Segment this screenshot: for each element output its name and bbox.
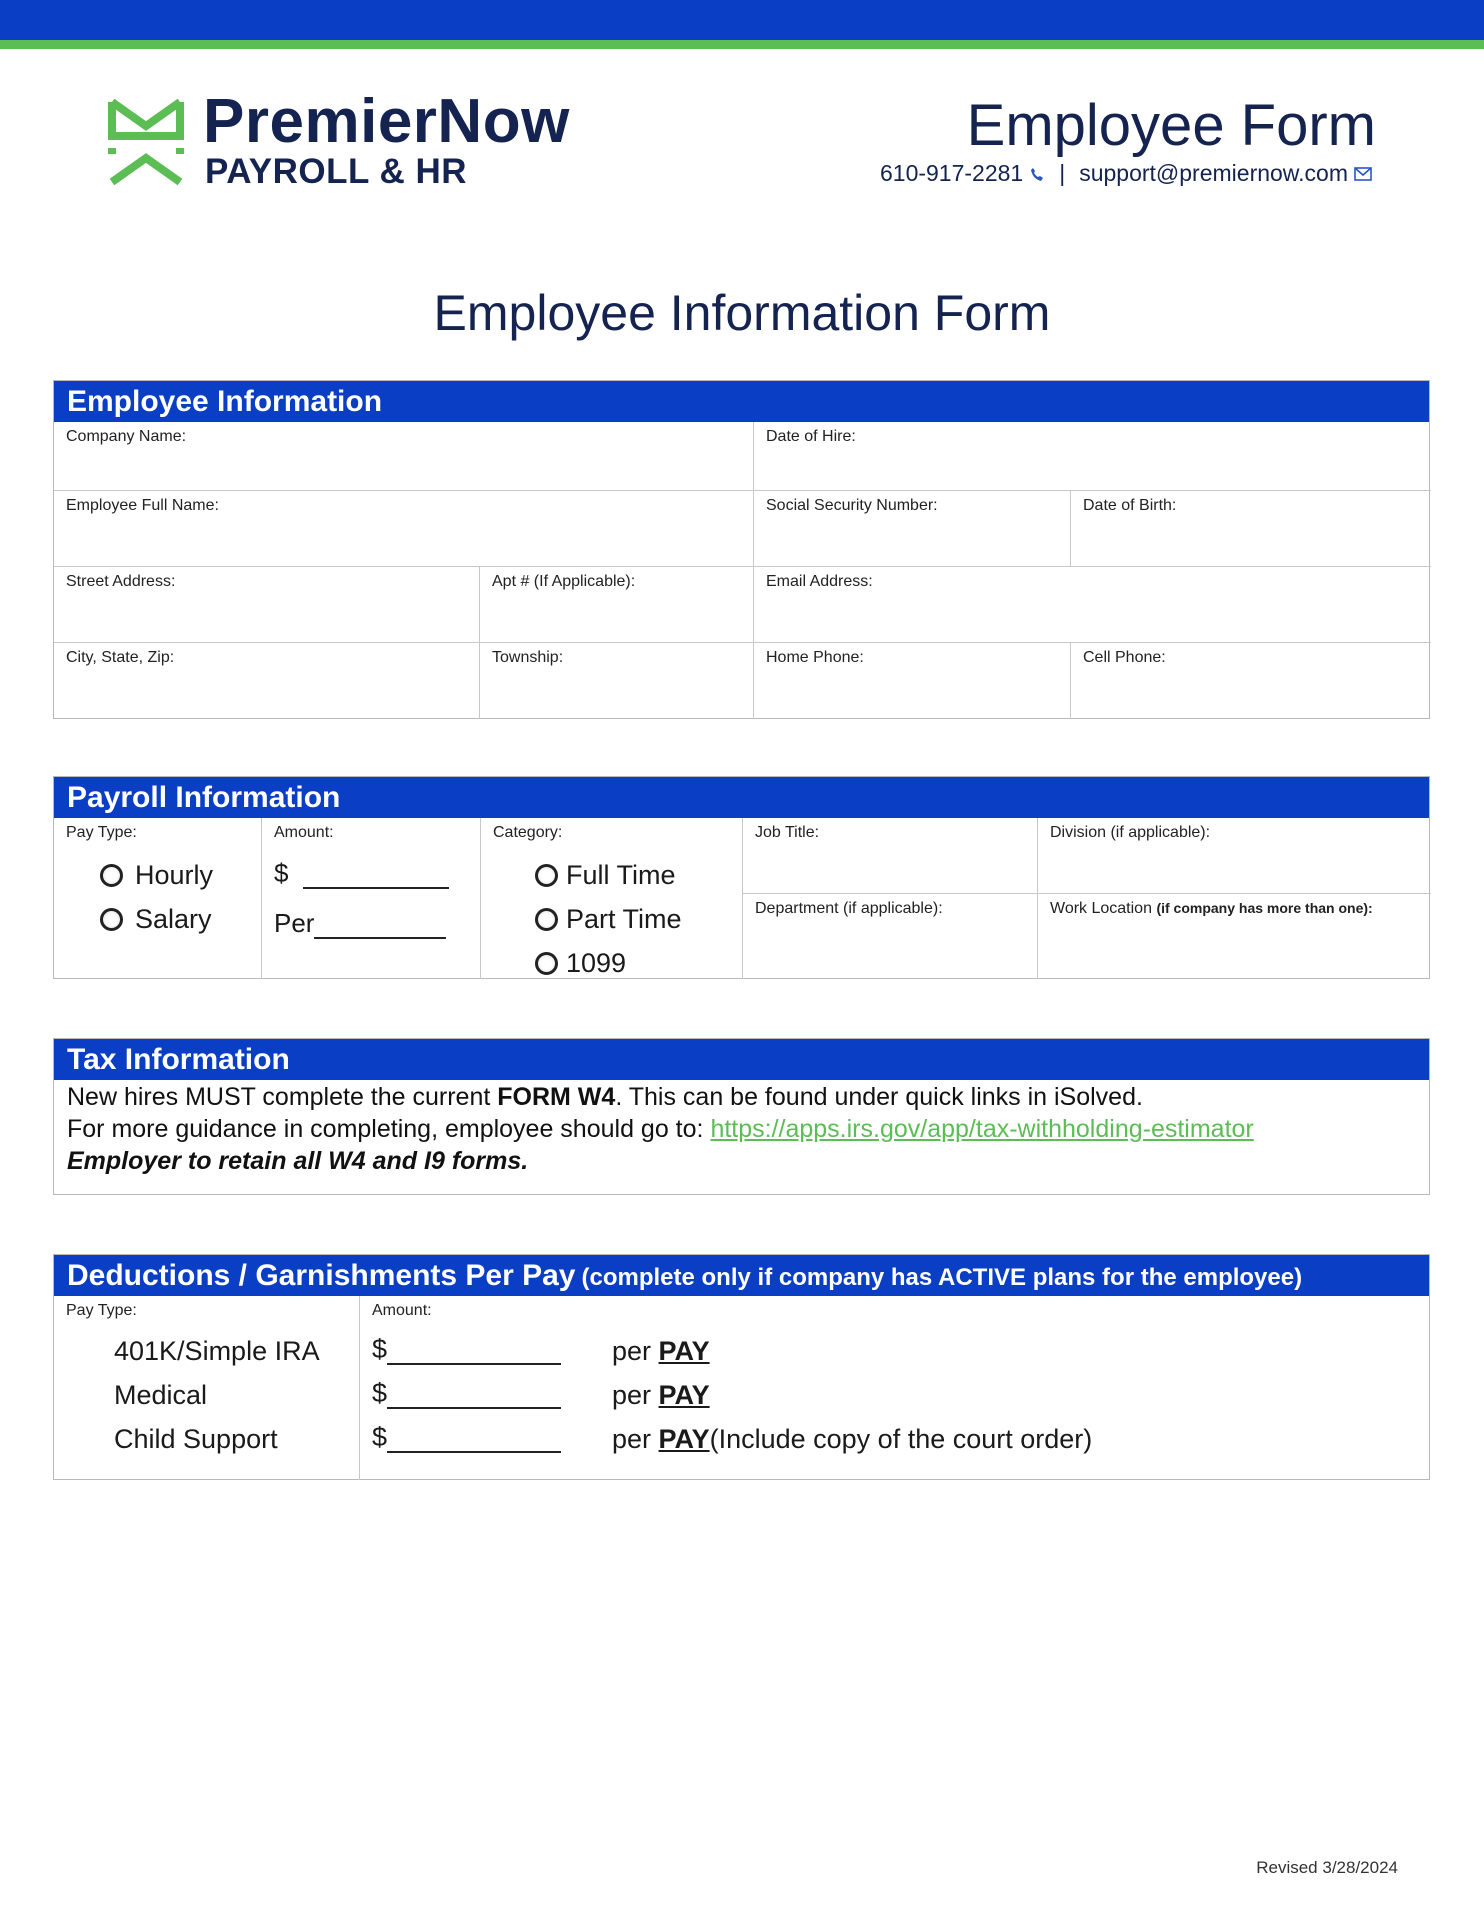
field-label: Pay Type: bbox=[66, 1302, 137, 1319]
field-label: Department (if applicable): bbox=[755, 900, 943, 917]
department-field[interactable] bbox=[743, 894, 1038, 979]
date-of-birth-field[interactable] bbox=[1071, 491, 1431, 567]
per-pay-text bbox=[612, 1380, 710, 1411]
date-of-hire-field[interactable] bbox=[754, 422, 1431, 491]
retain-forms-note: Employer to retain all W4 and I9 forms. bbox=[67, 1147, 529, 1175]
radio-label: Full Time bbox=[566, 860, 676, 890]
contact-separator: | bbox=[1059, 160, 1066, 186]
deduction-type-column bbox=[54, 1296, 360, 1480]
deductions-section bbox=[53, 1254, 1430, 1480]
support-email[interactable]: support@premiernow.com bbox=[1079, 160, 1348, 186]
payroll-information-section bbox=[53, 776, 1430, 979]
tax-line2-text: For more guidance in completing, employee should go to: bbox=[67, 1115, 704, 1143]
field-label: Email Address: bbox=[766, 573, 873, 590]
premiernow-logo bbox=[108, 96, 184, 188]
category-part-time-radio[interactable] bbox=[535, 904, 682, 935]
division-field[interactable] bbox=[1038, 818, 1431, 894]
field-label: Pay Type: bbox=[66, 824, 137, 841]
company-name-field[interactable] bbox=[54, 422, 754, 491]
revision-date: Revised 3/28/2024 bbox=[1256, 1858, 1398, 1877]
deduction-amount-child-support-input[interactable] bbox=[372, 1422, 561, 1453]
phone-number[interactable]: 610-917-2281 bbox=[879, 160, 1024, 186]
field-label: Township: bbox=[492, 649, 564, 666]
field-label: Cell Phone: bbox=[1083, 649, 1166, 666]
radio-circle-icon bbox=[535, 864, 558, 887]
radio-label: 1099 bbox=[566, 948, 627, 978]
field-label: Employee Full Name: bbox=[66, 497, 219, 514]
apt-number-field[interactable] bbox=[480, 567, 754, 643]
section-heading: Employee Information bbox=[54, 381, 1429, 422]
job-title-field[interactable] bbox=[743, 818, 1038, 894]
radio-circle-icon bbox=[100, 908, 123, 931]
radio-label: Part Time bbox=[566, 904, 682, 934]
email-icon bbox=[1354, 167, 1372, 181]
irs-estimator-link[interactable]: https://apps.irs.gov/app/tax-withholding-estimator bbox=[710, 1115, 1254, 1143]
currency-sign: $ bbox=[372, 1334, 388, 1364]
street-address-field[interactable] bbox=[54, 567, 480, 643]
field-label: Category: bbox=[493, 824, 563, 841]
cell-phone-field[interactable] bbox=[1071, 643, 1431, 719]
pay-type-salary-radio[interactable] bbox=[100, 904, 212, 935]
field-label: Apt # (If Applicable): bbox=[492, 573, 636, 590]
radio-label: Hourly bbox=[135, 860, 214, 890]
email-address-field[interactable] bbox=[754, 567, 1431, 643]
work-location-note: (if company has more than one): bbox=[1156, 900, 1373, 916]
per-pay-text bbox=[612, 1336, 710, 1367]
form-title: Employee Form bbox=[966, 93, 1376, 158]
tax-guidance-line bbox=[67, 1115, 1254, 1144]
section-heading: Payroll Information bbox=[54, 777, 1429, 818]
field-label: Amount: bbox=[372, 1302, 432, 1319]
field-label: Home Phone: bbox=[766, 649, 864, 666]
field-label: Job Title: bbox=[755, 824, 820, 841]
top-green-stripe bbox=[0, 40, 1484, 49]
section-heading bbox=[54, 1255, 1429, 1296]
pay-word: PAY bbox=[658, 1336, 710, 1366]
employee-information-section bbox=[53, 380, 1430, 719]
phone-icon bbox=[1029, 166, 1045, 182]
field-label: City, State, Zip: bbox=[66, 649, 175, 666]
section-heading: Tax Information bbox=[54, 1039, 1429, 1080]
work-location-field[interactable] bbox=[1038, 894, 1431, 979]
field-label: Company Name: bbox=[66, 428, 187, 445]
court-order-note: (Include copy of the court order) bbox=[709, 1424, 1093, 1454]
top-blue-bar bbox=[0, 0, 1484, 40]
township-field[interactable] bbox=[480, 643, 754, 719]
deduction-amount-401k-input[interactable] bbox=[372, 1334, 561, 1365]
currency-sign: $ bbox=[372, 1422, 388, 1452]
category-cell bbox=[481, 818, 743, 979]
deductions-heading: Deductions / Garnishments Per Pay bbox=[67, 1259, 576, 1292]
amount-input[interactable] bbox=[274, 858, 449, 889]
deduction-amount-medical-input[interactable] bbox=[372, 1378, 561, 1409]
tax-instruction-line bbox=[67, 1083, 1143, 1112]
city-state-zip-field[interactable] bbox=[54, 643, 480, 719]
field-label: Date of Birth: bbox=[1083, 497, 1177, 514]
per-word: per bbox=[612, 1336, 652, 1366]
category-full-time-radio[interactable] bbox=[535, 860, 676, 891]
form-w4-label: FORM W4 bbox=[497, 1083, 616, 1111]
home-phone-field[interactable] bbox=[754, 643, 1071, 719]
currency-sign: $ bbox=[274, 858, 289, 888]
radio-circle-icon bbox=[100, 864, 123, 887]
deduction-type-child-support: Child Support bbox=[114, 1424, 278, 1454]
radio-circle-icon bbox=[535, 908, 558, 931]
currency-sign: $ bbox=[372, 1378, 388, 1408]
field-label: Social Security Number: bbox=[766, 497, 938, 514]
pay-period-input[interactable] bbox=[274, 908, 446, 939]
per-word: per bbox=[612, 1424, 652, 1454]
ssn-field[interactable] bbox=[754, 491, 1071, 567]
deduction-type-401k: 401K/Simple IRA bbox=[114, 1336, 320, 1366]
deduction-type-medical: Medical bbox=[114, 1380, 208, 1410]
pay-word: PAY bbox=[658, 1424, 710, 1454]
field-label bbox=[1050, 900, 1373, 918]
brand-subtitle: PAYROLL & HR bbox=[205, 152, 468, 191]
pay-type-hourly-radio[interactable] bbox=[100, 860, 213, 891]
category-1099-radio[interactable] bbox=[535, 948, 626, 979]
field-label: Amount: bbox=[274, 824, 334, 841]
amount-cell bbox=[262, 818, 481, 979]
deduction-amount-column bbox=[360, 1296, 1431, 1480]
deductions-heading-note: (complete only if company has ACTIVE plans for the employee) bbox=[581, 1264, 1303, 1291]
field-label: Date of Hire: bbox=[766, 428, 856, 445]
per-word: per bbox=[612, 1380, 652, 1410]
tax-line1-text: New hires MUST complete the current bbox=[67, 1083, 491, 1111]
radio-label: Salary bbox=[135, 904, 212, 934]
brand-name: PremierNow bbox=[203, 87, 570, 156]
work-location-label: Work Location bbox=[1050, 900, 1152, 917]
tax-line1-suffix: . This can be found under quick links in iSolved. bbox=[615, 1083, 1143, 1111]
per-pay-text bbox=[612, 1424, 1092, 1455]
tax-information-section bbox=[53, 1038, 1430, 1195]
field-label: Division (if applicable): bbox=[1050, 824, 1211, 841]
radio-circle-icon bbox=[535, 952, 558, 975]
contact-line bbox=[880, 160, 1372, 187]
employee-full-name-field[interactable] bbox=[54, 491, 754, 567]
pay-type-cell bbox=[54, 818, 262, 979]
field-label: Street Address: bbox=[66, 573, 176, 590]
page-title: Employee Information Form bbox=[433, 285, 1051, 341]
pay-word: PAY bbox=[658, 1380, 710, 1410]
per-label: Per bbox=[274, 908, 315, 938]
